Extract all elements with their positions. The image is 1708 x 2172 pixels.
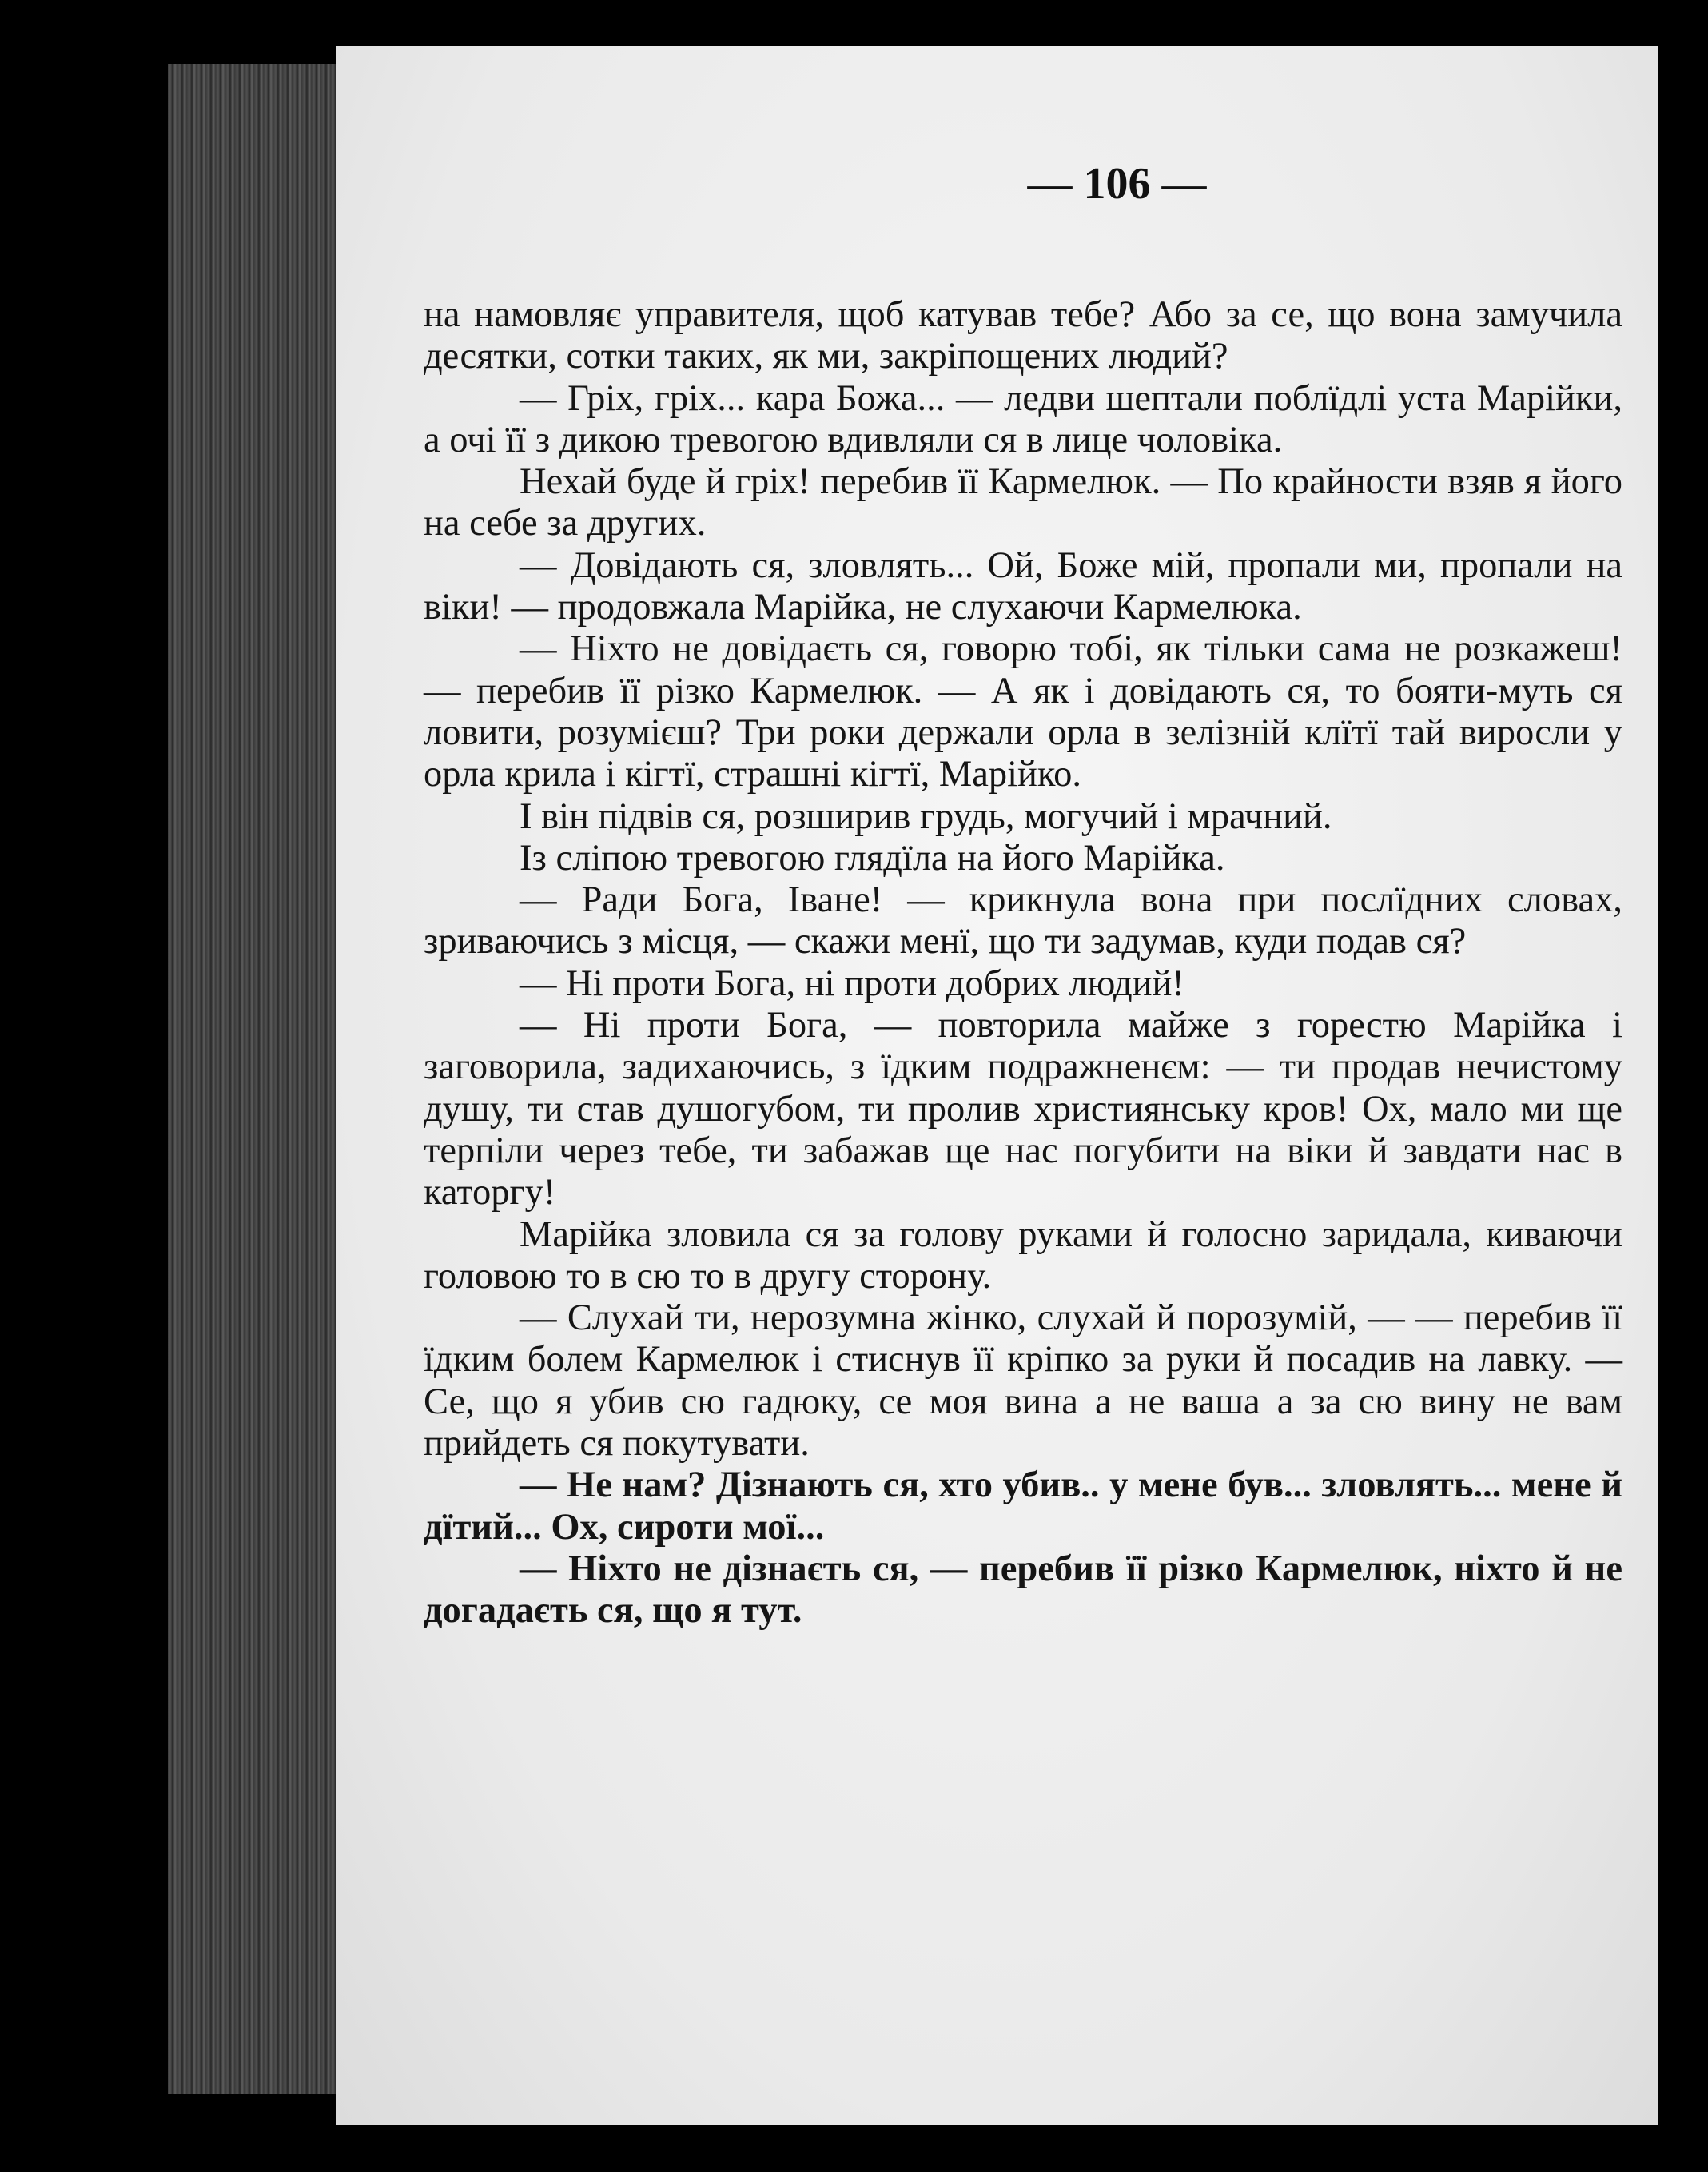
paragraph: — Не нам? Дізнають ся, хто убив.. у мене був... зловлять... мене й дїтий... Ох, сироти мої... [424,1465,1622,1548]
paragraph: на намовляє управителя, щоб катував тебе? Або за се, що вона замучила десятки, сотки таких, як ми, закріпощених людий? [424,294,1622,377]
paragraph: — Довідають ся, зловлять... Ой, Боже мій, пропали ми, пропали на віки! — продовжала Марійка, не слухаючи Кармелюка. [424,544,1622,628]
paragraph: Нехай буде й гріх! перебив її Кармелюк. — По крайности взяв я його на себе за других. [424,461,1622,544]
paragraph: — Слухай ти, нерозумна жінко, слухай й порозумій, — — перебив її їдким болем Кармелюк і стиснув її кріпко за руки й посадив на лавку. — Се, що я убив сю гадюку, се моя вина а не ваша а за сю вину не вам прийдеть ся покутувати. [424,1297,1622,1465]
paragraph: — Ради Бога, Іване! — крикнула вона при послїдних словах, зриваючись з місця, — скажи менї, що ти задумав, куди подав ся? [424,879,1622,962]
paragraph: — Ніхто не довідаєть ся, говорю тобі, як тільки сама не розкажеш! — перебив її різко Кармелюк. — А як і довідають ся, то бояти-муть ся ловити, розумієш? Три роки держали орла в зелізній клїтї тай виросли у орла крила і кігтї, страшні кігтї, Марійко. [424,628,1622,795]
page-text [424,294,1622,1632]
paragraph: Із сліпою тревогою глядїла на його Марійка. [520,837,1225,879]
paragraph: — Ні проти Бога, ні проти добрих людий! [520,962,1184,1004]
paragraph: Марійка зловила ся за голову руками й голосно заридала, киваючи головою то в сю то в другу сторону. [424,1214,1622,1297]
paragraph: — Ні проти Бога, — повторила майже з горестю Марійка і заговорила, задихаючись, з їдким подражненєм: — ти продав нечистому душу, ти став душогубом, ти пролив християнську кров! Ох, мало ми ще терпіли через тебе, ти забажав ще нас погубити на віки й завдати нас в каторгу! [424,1005,1622,1214]
page-number: — 106 — [1027,159,1207,209]
book-page [336,46,1658,2125]
paragraph: — Гріх, гріх... кара Божа... — ледви шептали поблїдлі уста Марійки, а очі її з дикою тревогою вдивляли ся в лице чоловіка. [424,377,1622,460]
paragraph: І він підвів ся, розширив грудь, могучий і мрачний. [520,795,1332,837]
paragraph: — Ніхто не дізнаєть ся, — перебив її різко Кармелюк, ніхто й не догадаєть ся, що я тут. [424,1548,1622,1632]
book-page-edges [168,64,344,2094]
